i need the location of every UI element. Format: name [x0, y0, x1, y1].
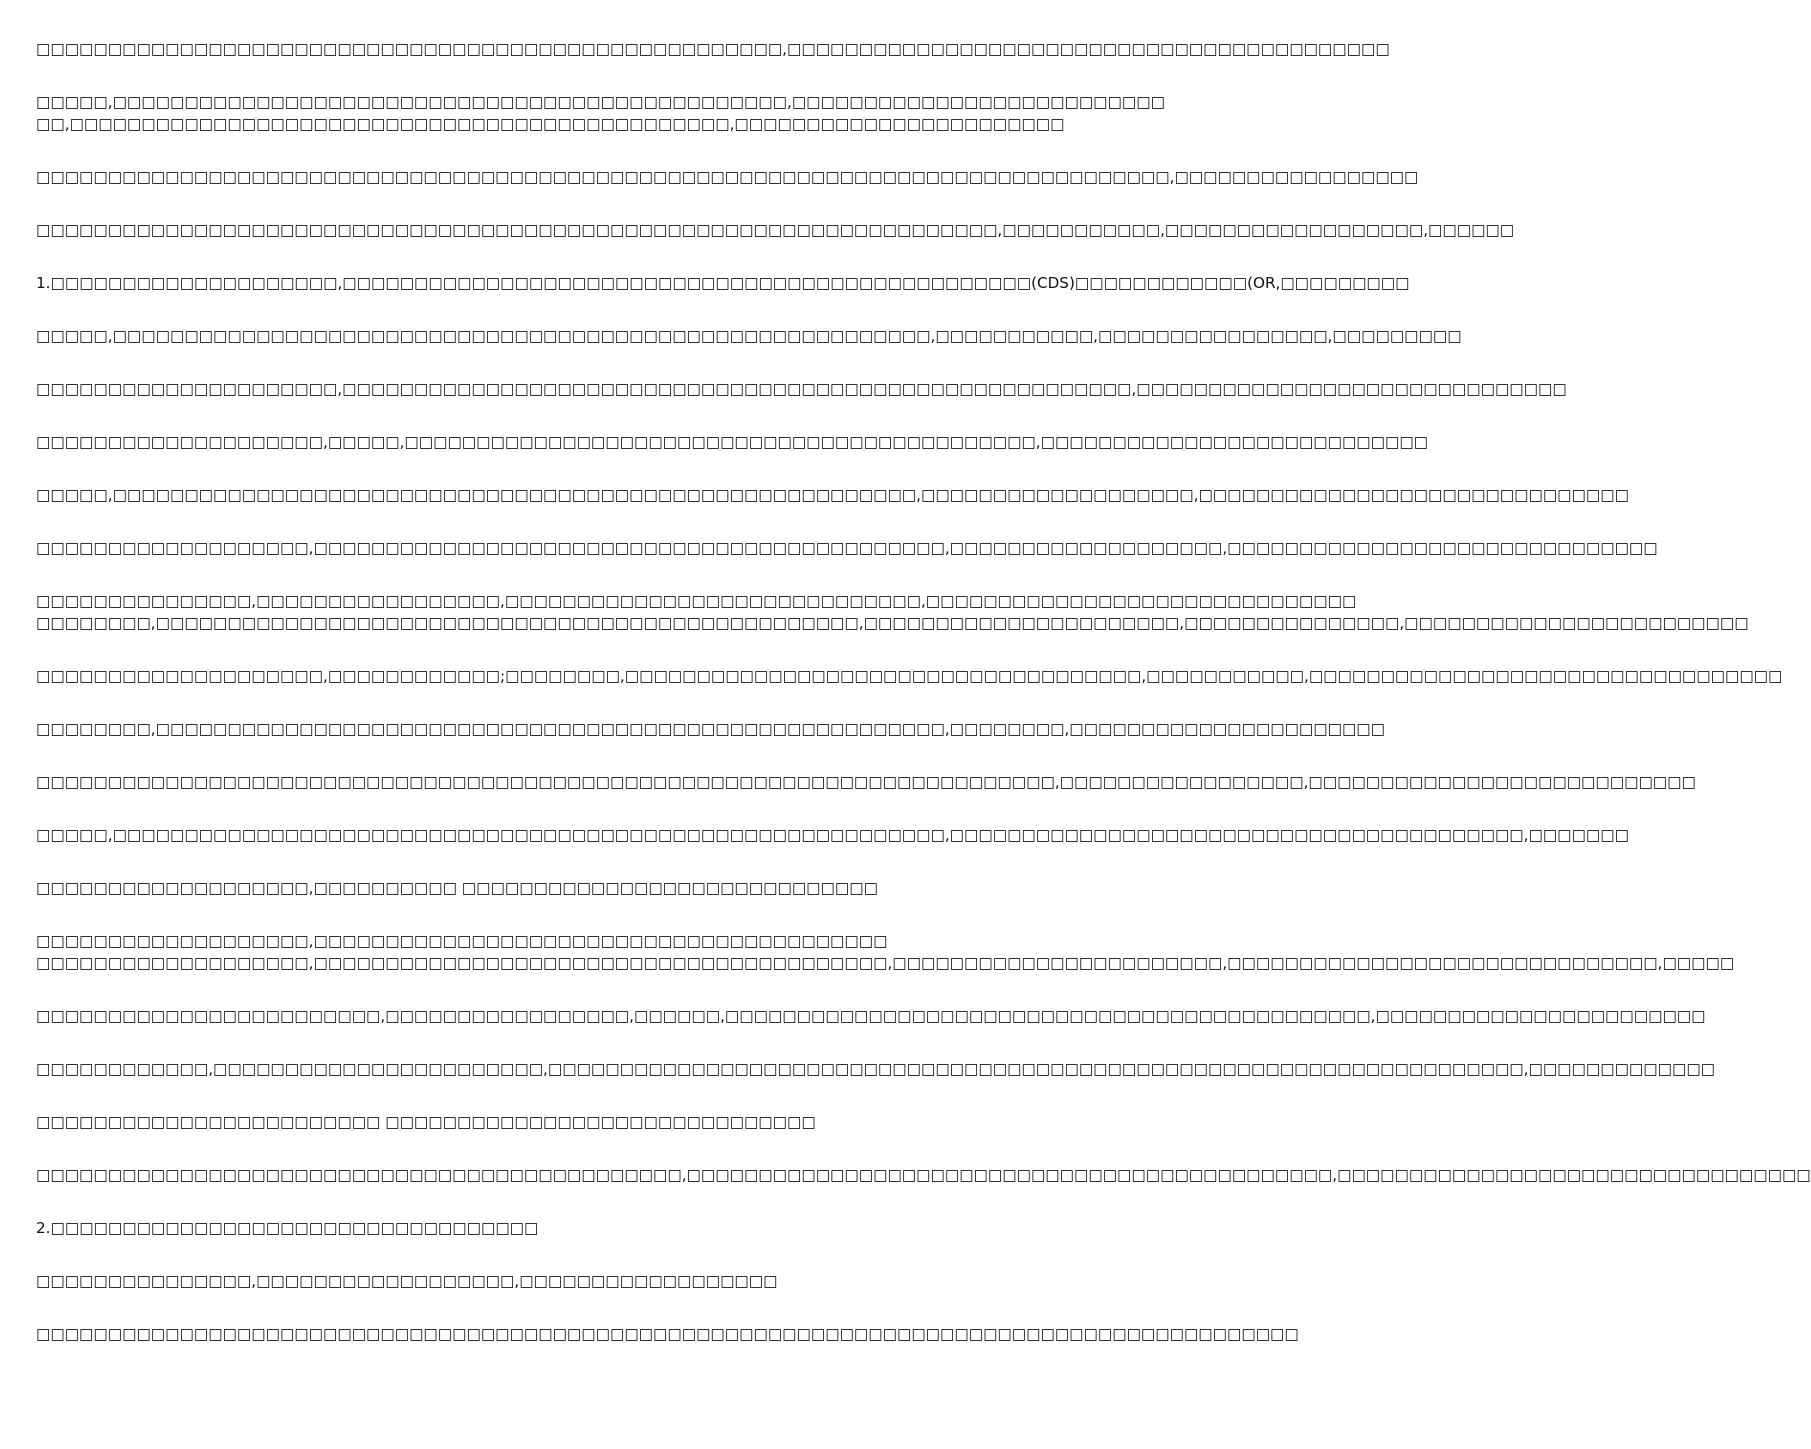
paragraph-line: □□□□□□□□□□□□□□□□□□□□□□□□□□□□□□□□□□□□□□□□□□□□□□□□□□□□,□□□□□□□□□□□□□□□□□□□□□□□□□□□□□□□□□□□□□□□□□□: [36, 40, 1390, 58]
paragraph-line: 2.□□□□□□□□□□□□□□□□□□□□□□□□□□□□□□□□□□: [36, 1219, 539, 1237]
paragraph-line: □□□□□□□□□□□□□□□,□□□□□□□□□□□□□□□□□□,□□□□□□□□□□□□□□□□□□: [36, 1272, 778, 1290]
paragraph-line: □□□□□□□□□□□□□□□□□□□,□□□□□□□□□□ □□□□□□□□□□□□□□□□□□□□□□□□□□□□□: [36, 879, 878, 897]
paragraph: [36, 824, 1629, 846]
paragraph-line: □□□□□□□□□□□□□□□□□□□□,□□□□□□□□□□□□;□□□□□□□□,□□□□□□□□□□□□□□□□□□□□□□□□□□□□□□□□□□□□,□□□□□□□□□□□,□□□□□□□□□□□□□□□□□□□□□□□□□□□□□□□□□: [36, 667, 1783, 685]
paragraph: [36, 930, 1735, 974]
paragraph: [36, 590, 1749, 634]
paragraph-line: □□□□□□□□□□□□□□□□□□□□,□□□□□,□□□□□□□□□□□□□□□□□□□□□□□□□□□□□□□□□□□□□□□□□□□□,□□□□□□□□□□□□□□□□□□□□□□□□□□□: [36, 433, 1429, 451]
paragraph-line: □□□□□□□□□□□□□□□□□□□□□,□□□□□□□□□□□□□□□□□□□□□□□□□□□□□□□□□□□□□□□□□□□□□□□□□□□□□□□,□□□□□□□□□□□□□□□□□□□□□□□□□□□□□□: [36, 380, 1567, 398]
paragraph-line: □□□□□,□□□□□□□□□□□□□□□□□□□□□□□□□□□□□□□□□□□□□□□□□□□□□□□□□□□□□□□□□□,□□□□□□□□□□□□□□□□□□□□□□□□□□□□□□□□□□□□□□□□,□□□□□□□: [36, 826, 1629, 844]
paragraph-line: □□□□□□□□□□□□□□□□□□□□□□□□□□□□□□□□□□□□□□□□□□□□□□□□□□□□□□□□□□□□□□□□□□□□□□□□□□□□□□□□□□□□□□□□: [36, 1325, 1299, 1343]
paragraph-line: □□□□□□□□□□□□□□□□□□□□□□□□ □□□□□□□□□□□□□□□□□□□□□□□□□□□□□□: [36, 1113, 816, 1131]
paragraph: [36, 771, 1696, 793]
paragraph: [36, 665, 1783, 687]
paragraph-line: □□□□□□□□,□□□□□□□□□□□□□□□□□□□□□□□□□□□□□□□□□□□□□□□□□□□□□□□□□,□□□□□□□□□□□□□□□□□□□□□□,□□□□□□□□□□□□□□□,□□□□□□□□□□□□□□□□□□□□□□□□: [36, 614, 1749, 632]
paragraph: [36, 877, 988, 899]
paragraph: [36, 431, 1429, 453]
paragraph-line: □□□□□□□□□□□□□□□□□□□□□□□□□□□□□□□□□□□□□□□□□□□□□,□□□□□□□□□□□□□□□□□□□□□□□□□□□□□□□□□□□□□□□□□□□□□,□□□□□□□□□□□□□□□□□□□□□□□□□□□□□□□□□: [36, 1166, 1811, 1184]
paragraph-line: □□□□□□□□□□□□□□□□□□□□□□□□□□□□□□□□□□□□□□□□□□□□□□□□□□□□□□□□□□□□□□□□□□□□□□□□□□□□□□□,□□□□□□□□□□□□□□□□□: [36, 168, 1419, 186]
paragraph: [36, 1164, 1811, 1186]
paragraph-line: □□□□□□□□□□□□□□□□□□□□□□□□,□□□□□□□□□□□□□□□□□,□□□□□□,□□□□□□□□□□□□□□□□□□□□□□□□□□□□□□□□□□□□□□□□□□□□□,□□□□□□□□□□□□□□□□□□□□□□□: [36, 1007, 1706, 1025]
paragraph: [36, 325, 1462, 347]
paragraph: [36, 219, 1515, 241]
paragraph: [36, 1270, 988, 1292]
paragraph: [36, 38, 1390, 60]
paragraph: [36, 166, 1419, 188]
paragraph: [36, 272, 1410, 294]
paragraph-line: □□□□□□□□□□□□□□□□□□□,□□□□□□□□□□□□□□□□□□□□□□□□□□□□□□□□□□□□□□□□,□□□□□□□□□□□□□□□□□□□□□□□,□□□□□□□□□□□□□□□□□□□□□□□□□□□□□□,□□□□□: [36, 954, 1735, 972]
paragraph: [36, 1323, 1299, 1345]
paragraph-line: □□□□□,□□□□□□□□□□□□□□□□□□□□□□□□□□□□□□□□□□□□□□□□□□□□□□□,□□□□□□□□□□□□□□□□□□□□□□□□□□: [36, 93, 1165, 111]
paragraph-line: □□□□□□□□□□□□□□□□□□□□□□□□□□□□□□□□□□□□□□□□□□□□□□□□□□□□□□□□□□□□□□□□□□□,□□□□□□□□□□□,□□□□□□□□□□□□□□□□□□,□□□□□□: [36, 221, 1515, 239]
paragraph: [36, 91, 1165, 135]
paragraph: [36, 378, 1567, 400]
paragraph-line: □□□□□,□□□□□□□□□□□□□□□□□□□□□□□□□□□□□□□□□□□□□□□□□□□□□□□□□□□□□□□□□,□□□□□□□□□□□,□□□□□□□□□□□□□□□□,□□□□□□□□□: [36, 327, 1462, 345]
paragraph: [36, 484, 1629, 506]
paragraph: [36, 537, 1658, 559]
paragraph: [36, 1217, 988, 1239]
paragraph-line: □□□□□□□□□□□□□□□□□□□,□□□□□□□□□□□□□□□□□□□□□□□□□□□□□□□□□□□□□□□□: [36, 932, 888, 950]
document-body: [36, 38, 1811, 1418]
paragraph: [36, 1005, 1706, 1027]
paragraph-line: □□□□□□□□,□□□□□□□□□□□□□□□□□□□□□□□□□□□□□□□□□□□□□□□□□□□□□□□□□□□□□□□,□□□□□□□□,□□□□□□□□□□□□□□□□□□□□□□: [36, 720, 1385, 738]
paragraph-line: □□□□□□□□□□□□□□□□□□□□□□□□□□□□□□□□□□□□□□□□□□□□□□□□□□□□□□□□□□□□□□□□□□□□□□□,□□□□□□□□□□□□□□□□□,□□□□□□□□□□□□□□□□□□□□□□□□□□□: [36, 773, 1696, 791]
paragraph-line: 1.□□□□□□□□□□□□□□□□□□□□,□□□□□□□□□□□□□□□□□□□□□□□□□□□□□□□□□□□□□□□□□□□□□□□□(CDS)□□□□□□□□□□□□(OR,□□□□□□□□□: [36, 274, 1410, 292]
paragraph-line: □□□□□,□□□□□□□□□□□□□□□□□□□□□□□□□□□□□□□□□□□□□□□□□□□□□□□□□□□□□□□□,□□□□□□□□□□□□□□□□□□□,□□□□□□□□□□□□□□□□□□□□□□□□□□□□□□: [36, 486, 1629, 504]
paragraph-line: □□□□□□□□□□□□,□□□□□□□□□□□□□□□□□□□□□□□,□□□□□□□□□□□□□□□□□□□□□□□□□□□□□□□□□□□□□□□□□□□□□□□□□□□□□□□□□□□□□□□□□□□□,□□□□□□□□□□□□□: [36, 1060, 1716, 1078]
paragraph: [36, 1111, 988, 1133]
paragraph-line: □□□□□□□□□□□□□□□,□□□□□□□□□□□□□□□□□,□□□□□□□□□□□□□□□□□□□□□□□□□□□□□,□□□□□□□□□□□□□□□□□□□□□□□□□□□□□□: [36, 592, 1357, 610]
paragraph: [36, 718, 1385, 740]
paragraph-line: □□□□□□□□□□□□□□□□□□□,□□□□□□□□□□□□□□□□□□□□□□□□□□□□□□□□□□□□□□□□□□□□,□□□□□□□□□□□□□□□□□□□,□□□□□□□□□□□□□□□□□□□□□□□□□□□□□□: [36, 539, 1658, 557]
paragraph-line: □□,□□□□□□□□□□□□□□□□□□□□□□□□□□□□□□□□□□□□□□□□□□□□□□,□□□□□□□□□□□□□□□□□□□□□□□: [36, 115, 1065, 133]
paragraph: [36, 1058, 1716, 1080]
